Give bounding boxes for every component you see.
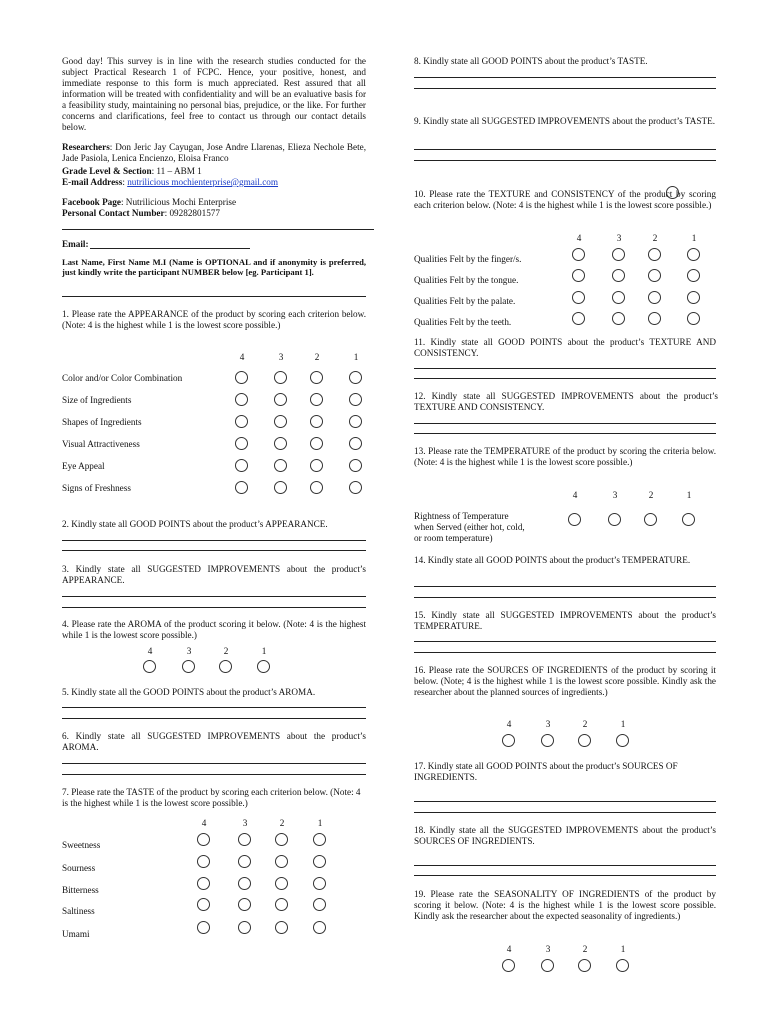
rating-radio[interactable]: [612, 312, 625, 325]
q15-prompt: 15. Kindly state all SUGGESTED IMPROVEMENTS about the product’s TEMPERATURE.: [414, 610, 716, 631]
rating-radio[interactable]: [275, 898, 288, 911]
answer-line[interactable]: [62, 707, 366, 708]
q14-prompt: 14. Kindly state all GOOD POINTS about the product’s TEMPERATURE.: [414, 555, 691, 565]
scale-label: 4: [239, 352, 245, 362]
scale-label: 4: [576, 233, 582, 243]
rating-radio[interactable]: [197, 855, 210, 868]
rating-radio[interactable]: [310, 415, 323, 428]
rating-radio[interactable]: [648, 248, 661, 261]
rating-radio[interactable]: [682, 513, 695, 526]
rating-radio[interactable]: [616, 734, 629, 747]
scale-label: 2: [652, 233, 658, 243]
rating-radio[interactable]: [349, 437, 362, 450]
intro-paragraph: Good day! This survey is in line with the research studies conducted for the subject Practical Research 1 of FCPC. Hence, your positive, honest, and immediate response to this form is much appreciated. Rest assured that all information will be treated with confidentiality and will be an evaluative basis for a feasibility study, maintaining no personal bias, prejudice, or the like. For further concerns and clarifications, feel free to contact us through our contact details below.: [62, 56, 366, 132]
scale-label: 2: [648, 490, 654, 500]
rating-radio[interactable]: [313, 898, 326, 911]
criterion-label: Sourness: [62, 863, 96, 873]
rating-radio[interactable]: [235, 437, 248, 450]
criterion-label: Qualities Felt by the finger/s.: [414, 254, 522, 264]
q1-prompt: 1. Please rate the APPEARANCE of the product by scoring each criterion below. (Note: 4 is the highest while 1 is the lowest score possible.): [62, 309, 366, 330]
answer-line[interactable]: [62, 774, 366, 775]
criterion-label: Umami: [62, 929, 90, 939]
q10-prompt: 10. Please rate the TEXTURE and CONSISTENCY of the product by scoring each criterion below. (Note: 4 is the highest while 1 is the lowest score possible.): [414, 189, 716, 210]
rating-radio[interactable]: [274, 393, 287, 406]
answer-line[interactable]: [414, 641, 716, 642]
q19-prompt: 19. Please rate the SEASONALITY OF INGREDIENTS of the product by scoring it below. (Note: 4 is the highest while 1 is the lowest score possible. Kindly ask the researcher about the expected seasonality of ingredients.): [414, 889, 716, 921]
rating-radio[interactable]: [219, 660, 232, 673]
scale-label: 1: [353, 352, 359, 362]
answer-line[interactable]: [414, 801, 716, 802]
criterion-label: Shapes of Ingredients: [62, 417, 142, 427]
rating-radio[interactable]: [235, 415, 248, 428]
rating-radio[interactable]: [274, 437, 287, 450]
q8-prompt: 8. Kindly state all GOOD POINTS about the product’s TASTE.: [414, 56, 648, 66]
rating-radio[interactable]: [612, 291, 625, 304]
researchers-value: : Don Jeric Jay Cayugan, Jose Andre Llarenas, Elieza Nechole Bete, Jade Pasiola, Lenica Encienzo, Eloisa Franco: [62, 142, 366, 163]
q6-prompt: 6. Kindly state all SUGGESTED IMPROVEMENTS about the product’s AROMA.: [62, 731, 366, 752]
rating-radio[interactable]: [310, 393, 323, 406]
rating-radio[interactable]: [687, 312, 700, 325]
answer-line[interactable]: [414, 586, 716, 587]
q13-criterion: [414, 511, 554, 544]
rating-radio[interactable]: [648, 269, 661, 282]
criterion-label: Color and/or Color Combination: [62, 373, 183, 383]
rating-radio[interactable]: [349, 481, 362, 494]
q16-prompt: 16. Please rate the SOURCES OF INGREDIENTS of the product by scoring it below. (Note; 4 is the highest while 1 is the lowest score possible. Kindly ask the researcher about the planned sources of ingredients.): [414, 665, 716, 697]
rating-radio[interactable]: [568, 513, 581, 526]
q13-prompt: 13. Please rate the TEMPERATURE of the product by scoring the criteria below. (Note: 4 is the highest while 1 is the lowest score possible.): [414, 446, 716, 467]
name-note: Last Name, First Name M.I (Name is OPTIONAL and if anonymity is preferred, just kindly write the participant NUMBER below [eg. Participant 1].: [62, 257, 366, 277]
rating-radio[interactable]: [235, 481, 248, 494]
answer-line[interactable]: [414, 368, 716, 369]
q11-prompt: 11. Kindly state all GOOD POINTS about the product’s TEXTURE AND CONSISTENCY.: [414, 337, 716, 358]
rating-radio[interactable]: [274, 415, 287, 428]
divider: [62, 229, 374, 230]
scale-label: 2: [582, 944, 588, 954]
scale-label: 3: [545, 719, 551, 729]
answer-line[interactable]: [62, 540, 366, 541]
researchers-label: Researchers: [62, 142, 110, 152]
scale-label: 3: [545, 944, 551, 954]
criterion-label-line: or room temperature): [414, 533, 493, 543]
answer-line[interactable]: [414, 423, 716, 424]
rating-radio[interactable]: [572, 269, 585, 282]
rating-radio[interactable]: [197, 921, 210, 934]
rating-radio[interactable]: [572, 248, 585, 261]
contact-label: Personal Contact Number: [62, 208, 165, 218]
rating-radio[interactable]: [572, 291, 585, 304]
scale-label: 3: [242, 818, 248, 828]
answer-line[interactable]: [414, 149, 716, 150]
scale-label: 3: [612, 490, 618, 500]
q17-prompt: 17. Kindly state all GOOD POINTS about the product’s SOURCES OF INGREDIENTS.: [414, 761, 678, 782]
grade-line: [62, 166, 202, 177]
researchers-line: [62, 142, 366, 164]
q18-prompt: 18. Kindly state all the SUGGESTED IMPROVEMENTS about the product’s SOURCES OF INGREDIENTS.: [414, 825, 716, 846]
rating-radio[interactable]: [687, 291, 700, 304]
rating-radio[interactable]: [572, 312, 585, 325]
rating-radio[interactable]: [687, 248, 700, 261]
q9-prompt: 9. Kindly state all SUGGESTED IMPROVEMENTS about the product’s TASTE.: [414, 116, 715, 126]
rating-radio[interactable]: [541, 959, 554, 972]
criterion-label: Sweetness: [62, 840, 101, 850]
answer-line[interactable]: [414, 378, 716, 379]
scale-label: 2: [279, 818, 285, 828]
rating-radio[interactable]: [182, 660, 195, 673]
rating-radio[interactable]: [502, 734, 515, 747]
rating-radio[interactable]: [616, 959, 629, 972]
rating-radio[interactable]: [274, 459, 287, 472]
email-field-label: Email:: [62, 239, 89, 249]
scale-label: 4: [147, 646, 153, 656]
rating-radio[interactable]: [502, 959, 515, 972]
rating-radio[interactable]: [310, 371, 323, 384]
rating-radio[interactable]: [310, 459, 323, 472]
answer-line[interactable]: [414, 812, 716, 813]
rating-radio[interactable]: [349, 393, 362, 406]
rating-radio[interactable]: [238, 833, 251, 846]
rating-radio[interactable]: [310, 437, 323, 450]
rating-radio[interactable]: [143, 660, 156, 673]
criterion-label: Bitterness: [62, 885, 99, 895]
rating-radio[interactable]: [349, 415, 362, 428]
contact-line: [62, 208, 220, 219]
scale-label: 4: [572, 490, 578, 500]
criterion-label: Qualities Felt by the tongue.: [414, 275, 519, 285]
rating-radio[interactable]: [274, 481, 287, 494]
scale-label: 1: [691, 233, 697, 243]
grade-value: : 11 – ABM 1: [151, 166, 202, 176]
rating-radio[interactable]: [197, 833, 210, 846]
rating-radio[interactable]: [578, 959, 591, 972]
rating-radio[interactable]: [313, 877, 326, 890]
email-field[interactable]: [90, 248, 250, 249]
scale-label: 2: [582, 719, 588, 729]
q12-prompt: 12. Kindly state all SUGGESTED IMPROVEMENTS about the product’s TEXTURE AND CONSISTENCY.: [414, 391, 718, 412]
rating-radio[interactable]: [608, 513, 621, 526]
rating-radio[interactable]: [349, 371, 362, 384]
rating-radio[interactable]: [238, 921, 251, 934]
rating-radio[interactable]: [612, 269, 625, 282]
rating-radio[interactable]: [275, 855, 288, 868]
q3-prompt: 3. Kindly state all SUGGESTED IMPROVEMENTS about the product’s APPEARANCE.: [62, 564, 366, 585]
rating-radio[interactable]: [349, 459, 362, 472]
scale-label: 3: [278, 352, 284, 362]
criterion-label: Qualities Felt by the palate.: [414, 296, 516, 306]
scale-label: 1: [620, 944, 626, 954]
q5-prompt: 5. Kindly state all the GOOD POINTS about the product’s AROMA.: [62, 687, 316, 697]
facebook-label: Facebook Page: [62, 197, 121, 207]
facebook-line: [62, 197, 236, 208]
rating-radio[interactable]: [235, 371, 248, 384]
scale-label: 3: [186, 646, 192, 656]
name-field[interactable]: [62, 296, 366, 297]
rating-radio[interactable]: [238, 898, 251, 911]
answer-line[interactable]: [62, 596, 366, 597]
scale-label: 4: [506, 719, 512, 729]
rating-radio[interactable]: [275, 877, 288, 890]
rating-radio[interactable]: [275, 833, 288, 846]
scale-label: 1: [261, 646, 267, 656]
rating-radio[interactable]: [648, 312, 661, 325]
stray-circle-mark: [666, 186, 679, 199]
scale-label: 3: [616, 233, 622, 243]
rating-radio[interactable]: [275, 921, 288, 934]
answer-line[interactable]: [62, 718, 366, 719]
rating-radio[interactable]: [644, 513, 657, 526]
scale-label: 2: [223, 646, 229, 656]
email-address-link[interactable]: nutrilicious mochienterprise@gmail.com: [127, 177, 279, 187]
contact-value: : 09282801577: [164, 208, 220, 218]
scale-label: 4: [506, 944, 512, 954]
q4-prompt: 4. Please rate the AROMA of the product scoring it below. (Note: 4 is the highest while 1 is the lowest score possible.): [62, 619, 366, 640]
scale-label: 1: [317, 818, 323, 828]
answer-line[interactable]: [414, 77, 716, 78]
answer-line[interactable]: [62, 550, 366, 551]
criterion-label: Size of Ingredients: [62, 395, 132, 405]
criterion-label-line: Rightness of Temperature: [414, 511, 509, 521]
email-address-line: [62, 177, 278, 188]
scale-label: 4: [201, 818, 207, 828]
rating-radio[interactable]: [612, 248, 625, 261]
rating-radio[interactable]: [313, 855, 326, 868]
rating-radio[interactable]: [197, 877, 210, 890]
answer-line[interactable]: [414, 865, 716, 866]
rating-radio[interactable]: [235, 459, 248, 472]
scale-label: 1: [686, 490, 692, 500]
scale-label: 2: [314, 352, 320, 362]
rating-radio[interactable]: [648, 291, 661, 304]
rating-radio[interactable]: [541, 734, 554, 747]
rating-radio[interactable]: [238, 855, 251, 868]
q7-prompt: 7. Please rate the TASTE of the product by scoring each criterion below. (Note: 4 is the highest while 1 is the lowest score possible.): [62, 787, 361, 808]
grade-label: Grade Level & Section: [62, 166, 152, 176]
criterion-label: Eye Appeal: [62, 461, 105, 471]
q2-prompt: 2. Kindly state all GOOD POINTS about the product’s APPEARANCE.: [62, 519, 328, 529]
answer-line[interactable]: [62, 607, 366, 608]
answer-line[interactable]: [414, 652, 716, 653]
scale-label: 1: [620, 719, 626, 729]
answer-line[interactable]: [414, 433, 716, 434]
rating-radio[interactable]: [235, 393, 248, 406]
answer-line[interactable]: [414, 160, 716, 161]
answer-line[interactable]: [62, 763, 366, 764]
criterion-label: Visual Attractiveness: [62, 439, 140, 449]
answer-line[interactable]: [414, 88, 716, 89]
rating-radio[interactable]: [313, 833, 326, 846]
rating-radio[interactable]: [257, 660, 270, 673]
rating-radio[interactable]: [578, 734, 591, 747]
facebook-value: : Nutrilicious Mochi Enterprise: [120, 197, 237, 207]
criterion-label: Saltiness: [62, 906, 95, 916]
rating-radio[interactable]: [687, 269, 700, 282]
email-address-separator: :: [122, 177, 128, 187]
criterion-label-line: when Served (either hot, cold,: [414, 522, 525, 532]
rating-radio[interactable]: [238, 877, 251, 890]
criterion-label: Qualities Felt by the teeth.: [414, 317, 512, 327]
rating-radio[interactable]: [274, 371, 287, 384]
rating-radio[interactable]: [313, 921, 326, 934]
email-address-label: E-mail Address: [62, 177, 123, 187]
rating-radio[interactable]: [310, 481, 323, 494]
answer-line[interactable]: [414, 597, 716, 598]
rating-radio[interactable]: [197, 898, 210, 911]
answer-line[interactable]: [414, 875, 716, 876]
criterion-label: Signs of Freshness: [62, 483, 131, 493]
